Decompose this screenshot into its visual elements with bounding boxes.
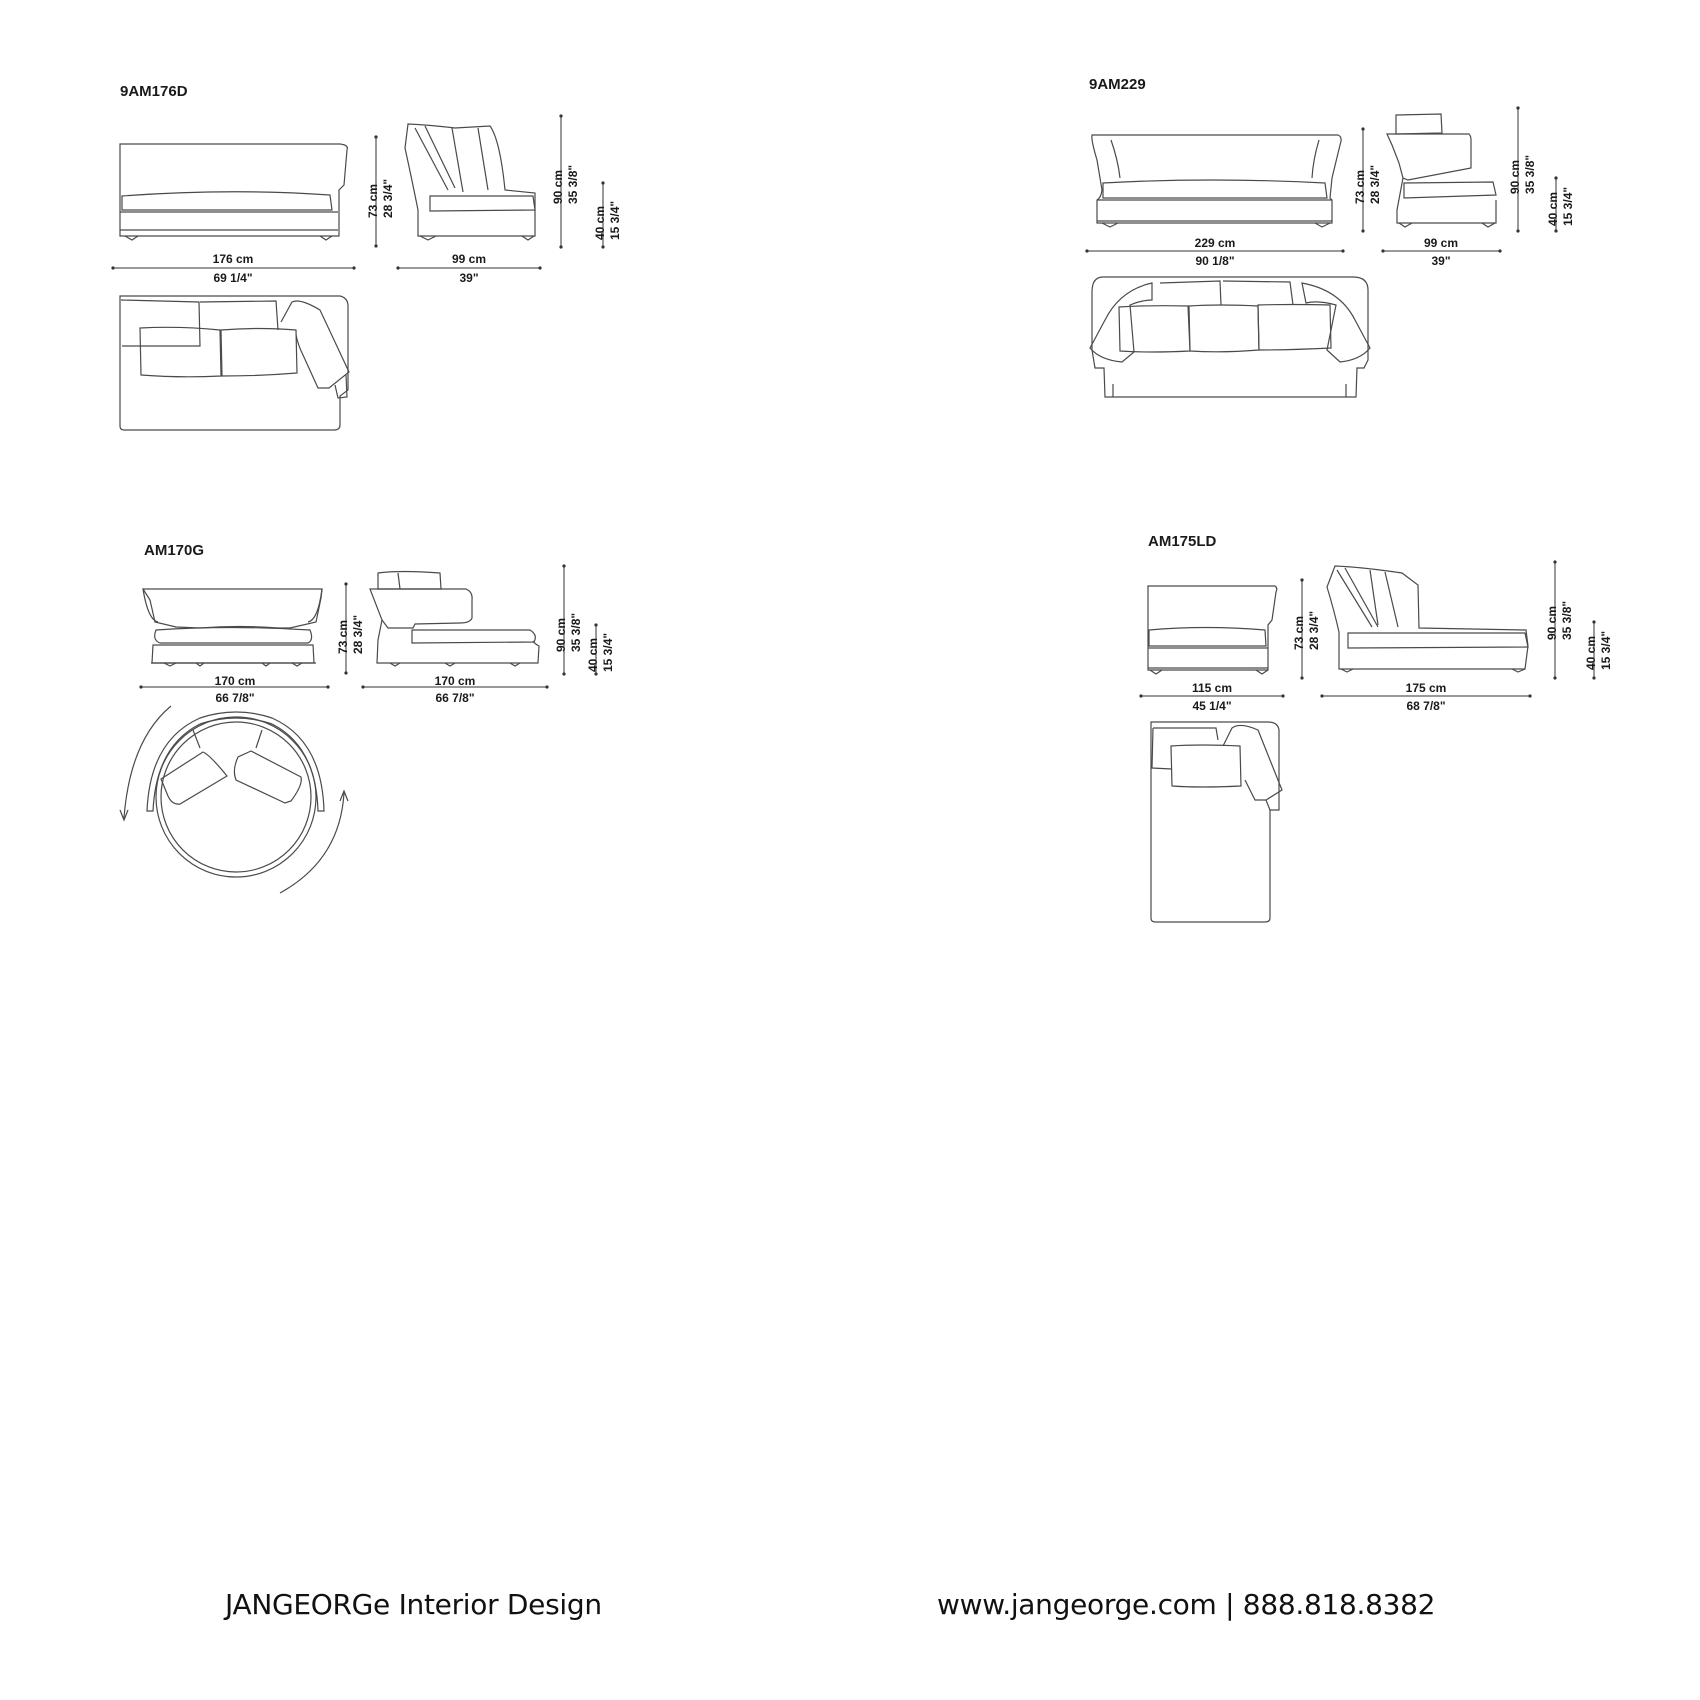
dim-side-depth-in-am170g: 66 7/8" <box>435 691 475 705</box>
dim-seat-cm-am175ld: 40 cm <box>1584 635 1598 670</box>
dim-front-height-in-9am229: 28 3/4" <box>1368 164 1382 204</box>
dim-seat-cm-9am229: 40 cm <box>1546 191 1560 226</box>
front-view-am175ld <box>1148 586 1277 674</box>
model-code-9am229: 9AM229 <box>1089 76 1146 93</box>
dim-front-width-in-9am229: 90 1/8" <box>1195 254 1235 268</box>
side-view-am175ld <box>1327 566 1528 672</box>
dim-side-depth-cm-9am229: 99 cm <box>1423 236 1459 250</box>
dim-side-depth-in-9am229: 39" <box>1431 254 1451 268</box>
dim-front-width-cm-9am176d: 176 cm <box>212 252 254 266</box>
dim-side-height-in-9am229: 35 3/8" <box>1523 154 1537 194</box>
dim-side-depth-cm-9am176d: 99 cm <box>451 252 487 266</box>
dim-seat-in-am170g: 15 3/4" <box>601 632 615 672</box>
dim-front-width-in-9am176d: 69 1/4" <box>213 271 253 285</box>
dim-side-height-in-am175ld: 35 3/8" <box>1560 600 1574 640</box>
dim-front-width-cm-am175ld: 115 cm <box>1191 681 1233 695</box>
footer-contact: www.jangeorge.com | 888.818.8382 <box>937 1588 1436 1621</box>
dim-front-height-cm-9am229: 73 cm <box>1353 169 1367 204</box>
dim-front-height-in-am175ld: 28 3/4" <box>1307 610 1321 650</box>
dim-side-depth-cm-am170g: 170 cm <box>434 674 476 688</box>
dim-side-height-cm-am170g: 90 cm <box>554 617 568 652</box>
dim-side-height-cm-am175ld: 90 cm <box>1545 605 1559 640</box>
dim-side-depth-in-9am176d: 39" <box>459 271 479 285</box>
dim-side-depth-cm-am175ld: 175 cm <box>1405 681 1447 695</box>
dim-seat-cm-am170g: 40 cm <box>586 637 600 672</box>
footer-company-name: JANGEORGe Interior Design <box>225 1588 602 1621</box>
dim-front-height-cm-am170g: 73 cm <box>336 619 350 654</box>
dim-front-width-cm-9am229: 229 cm <box>1194 236 1236 250</box>
model-code-9am176d: 9AM176D <box>120 83 188 100</box>
dim-side-height-in-9am176d: 35 3/8" <box>566 164 580 204</box>
model-code-am170g: AM170G <box>144 542 205 559</box>
dim-seat-in-9am176d: 15 3/4" <box>608 200 622 240</box>
plan-view-am175ld <box>1151 722 1282 922</box>
dim-side-height-cm-9am176d: 90 cm <box>551 169 565 204</box>
dim-front-width-in-am170g: 66 7/8" <box>215 691 255 705</box>
dim-front-height-in-9am176d: 28 3/4" <box>381 178 395 218</box>
dim-seat-cm-9am176d: 40 cm <box>593 205 607 240</box>
dim-side-depth-in-am175ld: 68 7/8" <box>1406 699 1446 713</box>
dim-front-height-cm-9am176d: 73 cm <box>366 183 380 218</box>
dim-side-height-cm-9am229: 90 cm <box>1508 159 1522 194</box>
dim-front-width-cm-am170g: 170 cm <box>214 674 256 688</box>
dim-side-height-in-am170g: 35 3/8" <box>569 612 583 652</box>
dim-front-width-in-am175ld: 45 1/4" <box>1192 699 1232 713</box>
dim-seat-in-am175ld: 15 3/4" <box>1599 630 1613 670</box>
dim-front-height-cm-am175ld: 73 cm <box>1292 615 1306 650</box>
model-code-am175ld: AM175LD <box>1148 533 1217 550</box>
dim-front-height-in-am170g: 28 3/4" <box>351 614 365 654</box>
dim-seat-in-9am229: 15 3/4" <box>1561 186 1575 226</box>
